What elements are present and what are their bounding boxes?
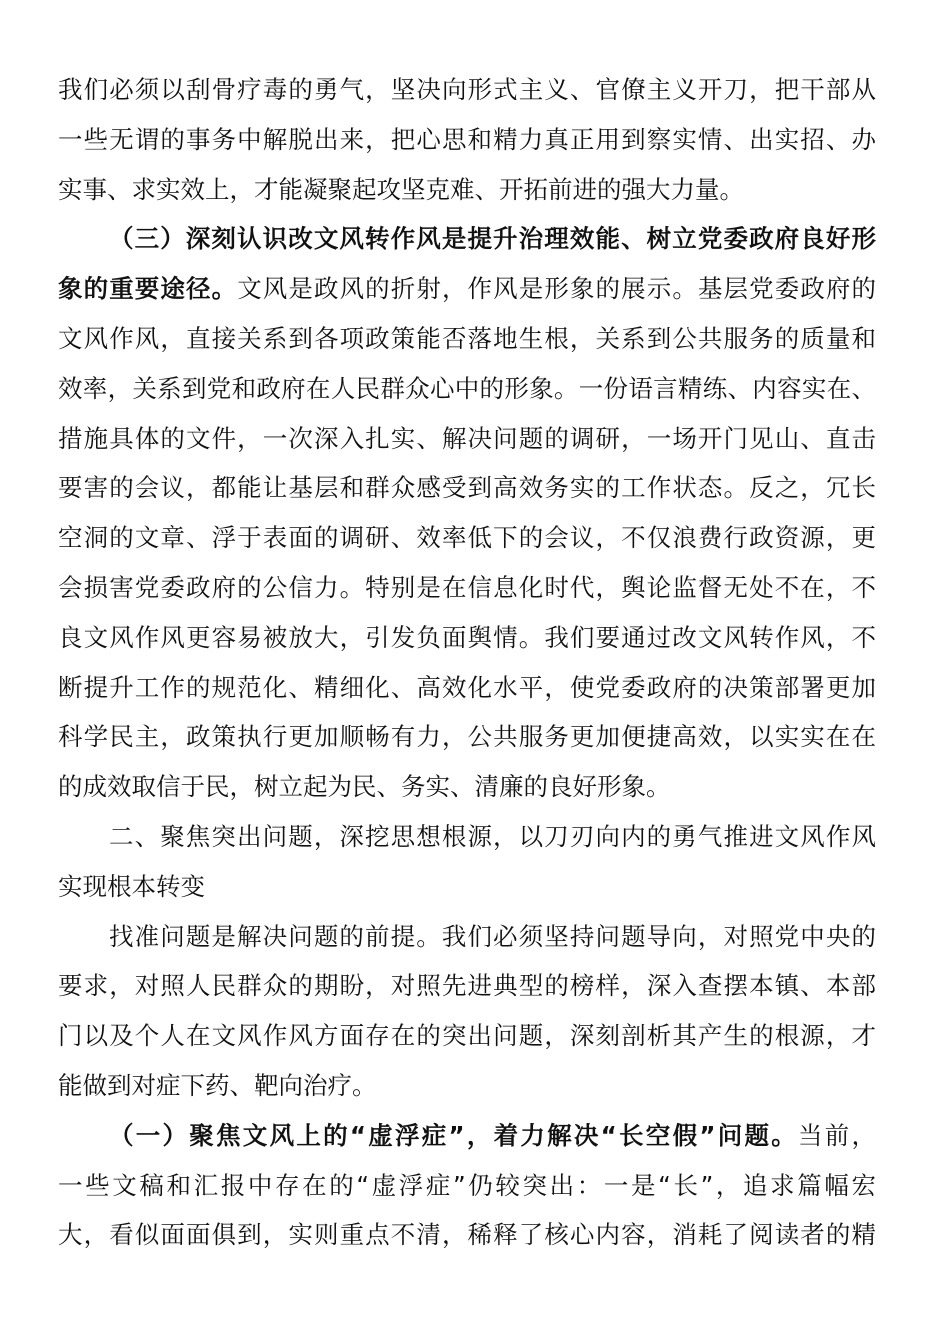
body-text: 的成效取信于民，树立起为民、务实、清廉的良好形象。 [58,772,671,802]
bold-heading-text: （一）聚焦文风上的“虚浮症”，着力解决“长空假”问题。 [109,1120,798,1150]
body-text: 二、聚焦突出问题，深挖思想根源，以刀刃向内的勇气推进文风作风 [109,821,876,851]
text-line [58,1161,876,1211]
body-text: 能做到对症下药、靶向治疗。 [58,1070,377,1100]
body-text: 断提升工作的规范化、精细化、高效化水平，使党委政府的决策部署更加 [58,672,876,702]
document-page [58,65,876,1260]
text-line [58,712,876,762]
text-line [58,65,876,115]
text-line [58,812,876,862]
text-line [58,563,876,613]
body-text: 良文风作风更容易被放大，引发负面舆情。我们要通过改文风转作风，不 [58,622,876,652]
body-text: 科学民主，政策执行更加顺畅有力，公共服务更加便捷高效，以实实在在 [58,722,876,752]
text-line [58,961,876,1011]
body-text: 找准问题是解决问题的前提。我们必须坚持问题导向，对照党中央的 [109,921,876,951]
body-text: 空洞的文章、浮于表面的调研、效率低下的会议，不仅浪费行政资源，更 [58,523,876,553]
text-line [58,1011,876,1061]
text-line [58,762,876,812]
body-text: 文风作风，直接关系到各项政策能否落地生根，关系到公共服务的质量和 [58,323,876,353]
text-line [58,165,876,215]
text-line [58,214,876,264]
body-text: 要求，对照人民群众的期盼，对照先进典型的榜样，深入查摆本镇、本部 [58,971,876,1001]
body-text: 当前， [797,1120,876,1150]
body-text: 会损害党委政府的公信力。特别是在信息化时代，舆论监督无处不在，不 [58,572,876,602]
bold-heading-text: （三）深刻认识改文风转作风是提升治理效能、树立党委政府良好形 [109,224,876,254]
body-text: 实现根本转变 [58,871,205,901]
body-text: 效率，关系到党和政府在人民群众心中的形象。一份语言精练、内容实在、 [58,373,876,403]
text-line [58,1111,876,1161]
body-text: 门以及个人在文风作风方面存在的突出问题，深刻剖析其产生的根源，才 [58,1021,876,1051]
text-line [58,463,876,513]
text-line [58,314,876,364]
text-line [58,862,876,912]
text-line [58,264,876,314]
body-text: 一些文稿和汇报中存在的“虚浮症”仍较突出：一是“长”，追求篇幅宏 [58,1170,876,1200]
text-line [58,912,876,962]
text-line [58,613,876,663]
body-text: 一些无谓的事务中解脱出来，把心思和精力真正用到察实情、出实招、办 [58,124,876,154]
text-line [58,364,876,414]
body-text: 要害的会议，都能让基层和群众感受到高效务实的工作状态。反之，冗长 [58,473,876,503]
text-line [58,115,876,165]
body-text: 大，看似面面俱到，实则重点不清，稀释了核心内容，消耗了阅读者的精 [58,1220,876,1250]
body-text: 措施具体的文件，一次深入扎实、解决问题的调研，一场开门见山、直击 [58,423,876,453]
text-line [58,1061,876,1111]
body-text: 文风是政风的折射，作风是形象的展示。基层党委政府的 [237,274,876,304]
text-line [58,414,876,464]
bold-heading-text: 象的重要途径。 [58,274,238,304]
text-line [58,663,876,713]
body-text: 实事、求实效上，才能凝聚起攻坚克难、开拓前进的强大力量。 [58,174,744,204]
text-line [58,1210,876,1260]
text-line [58,513,876,563]
body-text: 我们必须以刮骨疗毒的勇气，坚决向形式主义、官僚主义开刀，把干部从 [58,75,876,104]
